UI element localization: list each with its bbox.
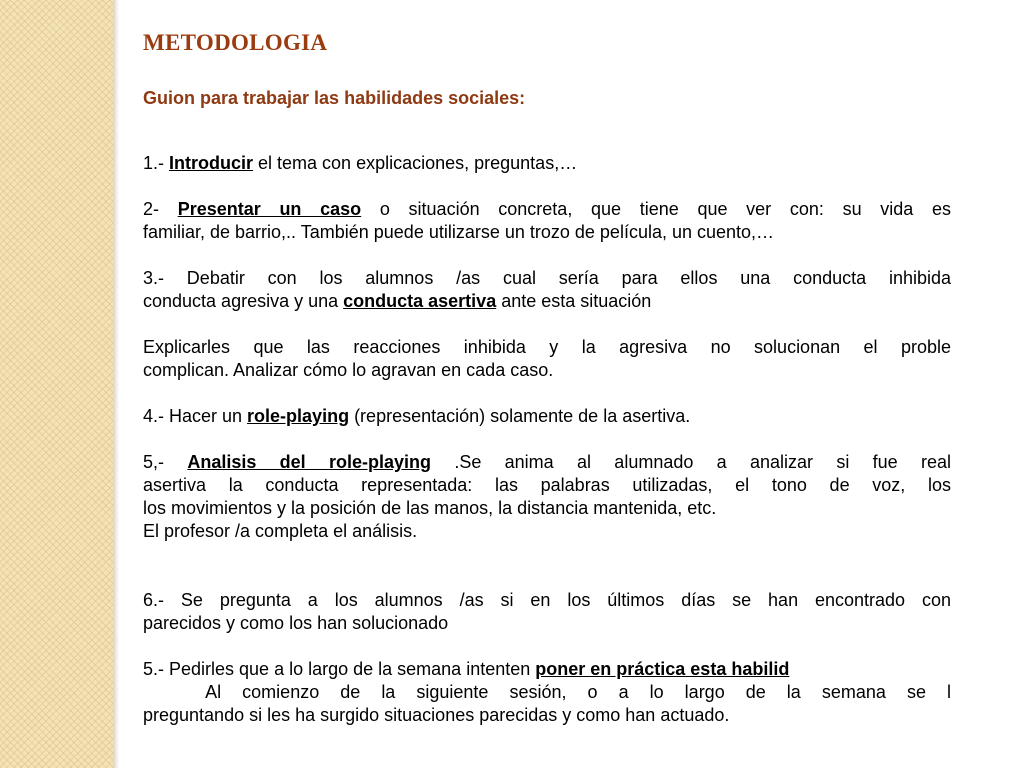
step-3-line-1: 3.- Debatir con los alumnos /as cual sería para ellos una conducta inhibida [143, 268, 951, 288]
step-5-line-3: los movimientos y la posición de las manos, la distancia mantenida, etc. [143, 498, 717, 518]
step-1 [143, 152, 951, 175]
step-2-line-2: familiar, de barrio,.. También puede utilizarse un trozo de película, un cuento,… [143, 222, 775, 242]
step-2-text: o situación concreta, que tiene que ver con: su vida es [361, 199, 951, 219]
step-5-line-4: El profesor /a completa el análisis. [143, 521, 418, 541]
step-3-text: conducta agresiva y una [143, 291, 344, 311]
step-7-text: 5.- Pedirles que a lo largo de la semana intenten [143, 659, 536, 679]
slide-title: METODOLOGIA [143, 30, 328, 55]
step-6-line-1: 6.- Se pregunta a los alumnos /as si en los últimos días se han encontrado con [143, 590, 951, 610]
step-7-line-1 [143, 658, 951, 681]
step-4-text: (representación) solamente de la asertiva. [349, 406, 691, 426]
step-6-line-2: parecidos y como los han solucionado [143, 613, 449, 633]
step-5-number: 5,- [143, 452, 188, 472]
side-band-shadow [113, 0, 119, 768]
step-5-line-2: asertiva la conducta representada: las palabras utilizadas, el tono de voz, los [143, 475, 951, 495]
step-7-keyword: poner en práctica esta habilid [535, 659, 790, 679]
step-2-line-1 [143, 198, 951, 221]
step-1-text: el tema con explicaciones, preguntas,… [253, 153, 578, 173]
slide-content [143, 152, 951, 742]
step-4-number: 4.- Hacer un [143, 406, 248, 426]
decorative-side-band [0, 0, 113, 768]
step-5-text: .Se anima al alumnado a analizar si fue real [431, 452, 951, 472]
step-4 [143, 405, 951, 428]
step-7-line-2: Al comienzo de la siguiente sesión, o a lo largo de la semana se l [143, 682, 951, 702]
slide-subtitle: Guion para trabajar las habilidades sociales: [143, 88, 526, 108]
step-7-line-3: preguntando si les ha surgido situaciones parecidas y como han actuado. [143, 705, 730, 725]
step-1-number: 1.- [143, 153, 170, 173]
explanation-line-1: Explicarles que las reacciones inhibida y la agresiva no solucionan el proble [143, 337, 951, 357]
step-2-number: 2- [143, 199, 178, 219]
step-4-keyword: role-playing [247, 406, 350, 426]
explanation-line-2: complican. Analizar cómo lo agravan en cada caso. [143, 360, 554, 380]
step-3-text-end: ante esta situación [496, 291, 652, 311]
step-5-keyword: Analisis del role-playing [187, 452, 432, 472]
step-3-keyword: conducta asertiva [343, 291, 497, 311]
step-3-line-2 [143, 290, 951, 313]
step-1-keyword: Introducir [169, 153, 254, 173]
step-5-line-1 [143, 451, 951, 474]
step-2-keyword: Presentar un caso [177, 199, 362, 219]
